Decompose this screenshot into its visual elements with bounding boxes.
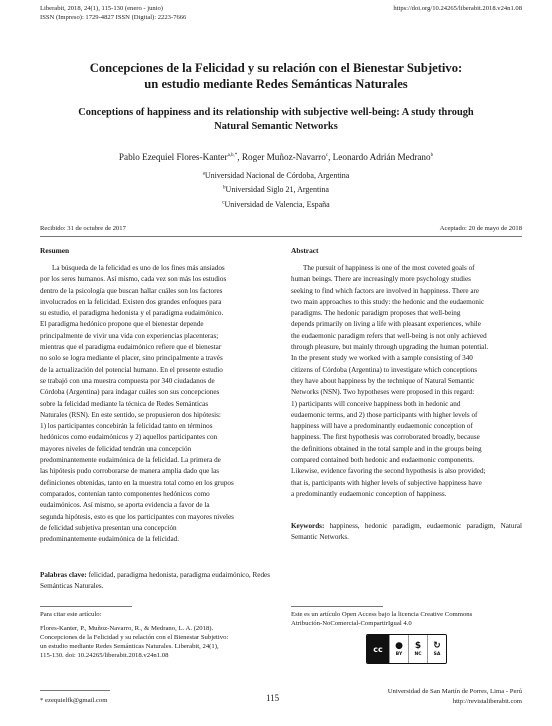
resumen-line: comparados, contenían tanto componentes hedónicos como <box>40 489 210 498</box>
resumen-line: se trabajó con una muestra compuesta por 340 ciudadanos de <box>40 376 215 385</box>
citation-line: Flores-Kanter, P., Muñoz-Navarro, R., & Medrano, L. A. (2018). <box>40 625 214 632</box>
resumen-line: su estudio, el paradigma hedonista y el paradigma eudaimónico. <box>40 309 224 318</box>
resumen-line: El paradigma hedónico propone que el bienestar depende <box>40 320 204 329</box>
citation-label: Para citar este artículo: <box>40 611 102 618</box>
abstract-line: paradigms. The hedonic paradigm proposes that well-being <box>291 309 461 318</box>
resumen-line: principalmente de vivir una vida con experiencias placenteras; <box>40 331 219 340</box>
abstract-line: The pursuit of happiness is one of the most coveted goals of <box>303 264 475 272</box>
attribution-icon: ● BY <box>389 635 408 663</box>
resumen-line: por los seres humanos. Así mismo, cada vez son más los estudios <box>40 275 227 284</box>
abstract-line: the definitions obtained in the total sample and in the groups being <box>291 444 482 453</box>
abstract-line: 1) participants will conceive happiness both in hedonic and <box>291 399 461 408</box>
resumen-line: definiciones obtenidas, tanto en la muestra total como en los grupos <box>40 478 234 487</box>
author-name: Pablo Ezequiel Flores-Kanter <box>118 152 228 162</box>
affiliation-marker: b <box>223 185 226 191</box>
abstract-keywords <box>291 521 522 543</box>
abstract-line: human beings. There are increasingly more psychology studies <box>291 275 471 284</box>
sa-label: SA <box>433 652 441 657</box>
by-label: BY <box>395 652 403 657</box>
title-english <box>30 106 522 133</box>
resumen-keywords <box>40 570 270 592</box>
citation-line: un estudio mediante Redes Semánticas Naturales. Liberabit, 24(1), <box>40 642 219 650</box>
sharealike-icon: ↻ SA <box>427 635 446 663</box>
keywords-text: happiness, hedonic paradigm, eudaemonic paradigm, Natural Semantic Networks. <box>291 522 522 541</box>
abstract-line: happiness will have a predominantly eudaemonic conception of <box>291 422 473 431</box>
publisher-line: Universidad de San Martín de Porres, Lima - Perú <box>387 688 522 695</box>
resumen-line: dentro de la psicología que buscan hallar cuáles son los factores <box>40 286 223 295</box>
title-english-line-1: Conceptions of happiness and its relationship with subjective well-being: A study through <box>78 107 474 118</box>
abstract-line: a predominantly eudaemonic conception of happiness. <box>291 489 447 498</box>
title-spanish-line-2: un estudio mediante Redes Semánticas Naturales <box>144 76 408 91</box>
abstract-line: the eudaemonic paradigm refers that well-being is not only achieved <box>291 331 487 340</box>
resumen-line: involucrados en la felicidad. Existen dos grandes enfoques para <box>40 297 222 306</box>
resumen-line: sobre la felicidad mediante la técnica de Redes Semánticas <box>40 399 209 408</box>
abstract-line: happiness. The first hypothesis was corroborated broadly, because <box>291 433 480 442</box>
creative-commons-badge[interactable] <box>366 634 447 664</box>
title-spanish-line-1: Concepciones de la Felicidad y su relación con el Bienestar Subjetivo: <box>89 61 463 75</box>
title-english-line-2: Natural Semantic Networks <box>214 120 338 132</box>
author-name: , Leonardo Adrián Medrano <box>328 152 431 162</box>
license-divider <box>291 606 383 607</box>
resumen-heading: Resumen <box>40 246 70 255</box>
resumen-line: predominantemente eudaimónica de la felicidad. <box>40 535 179 544</box>
abstract-line: they have about happiness by the technique of Natural Semantic <box>291 376 475 385</box>
resumen-line: las hipótesis pudo corroborarse de manera amplia dado que las <box>40 467 220 476</box>
page-number: 115 <box>266 693 280 703</box>
abstract-line: two main approaches to this study: the hedonic and the eudaemonic <box>291 297 485 306</box>
resumen-line: no solo se logra mediante el placer, sino principalmente a través <box>40 354 223 363</box>
resumen-body <box>40 263 270 545</box>
citation-text <box>40 625 270 661</box>
keywords-text: felicidad, paradigma hedonista, paradigma eudaimónico, Redes Semánticas Naturales. <box>40 571 270 590</box>
citation-divider <box>40 606 132 607</box>
abstract-line: seeking to find which factors are involved in happiness. There are <box>291 286 480 295</box>
license-text <box>291 611 472 629</box>
resumen-line: de felicidad subjetiva presentan una concepción <box>40 523 177 532</box>
nc-label: NC <box>414 652 422 657</box>
resumen-line: hedónicos como eudaimónicos y 2) aquellos participantes con <box>40 433 218 442</box>
title-spanish <box>30 61 522 92</box>
keywords-label: Palabras clave: <box>40 571 87 579</box>
resumen-lines <box>40 263 270 545</box>
abstract-lines <box>291 263 522 500</box>
affiliation <box>30 200 522 209</box>
keywords-label: Keywords: <box>291 522 325 530</box>
citation-line: 115-130. doi: 10.24265/liberabit.2018.v24n1.08 <box>40 651 169 659</box>
license-line: Atribución-NoComercial-CompartirIgual 4.0 <box>291 619 412 627</box>
affiliation-text: Universidad Siglo 21, Argentina <box>225 185 329 194</box>
abstract-line: citizens of Córdoba (Argentina) to investigate which conceptions <box>291 365 478 374</box>
cc-logo-icon <box>367 635 389 663</box>
abstract-line: In the present study we worked with a sample consisting of 340 <box>291 354 473 363</box>
resumen-line: de la actualización del potencial humano. En el presente estudio <box>40 365 223 374</box>
abstract-line: depends primarily on living a life with pleasant experiences, while <box>291 320 481 329</box>
accepted-date: Aceptado: 20 de mayo de 2018 <box>439 225 522 232</box>
resumen-line: segunda hipótesis, esto es que los participantes con mayores niveles <box>40 512 234 521</box>
license-line: Este es un artículo Open Access bajo la licencia Creative Commons <box>291 611 473 618</box>
cc-label: cc <box>373 644 383 654</box>
author-name: , Roger Muñoz-Navarro <box>237 152 326 162</box>
abstract-line: that is, participants with higher levels of subjective happiness have <box>291 478 482 487</box>
resumen-line: La búsqueda de la felicidad es uno de los fines más ansiados <box>52 264 225 272</box>
journal-url[interactable]: http://revistaliberabit.com <box>452 698 522 705</box>
resumen-line: 1) los participantes concebirán la felicidad tanto en términos <box>40 422 213 431</box>
author-list <box>30 152 522 162</box>
doi-link[interactable]: https://doi.org/10.24265/liberabit.2018.v24n1.08 <box>393 5 522 12</box>
abstract-line: through pleasure, but mainly through upgrading the human potential. <box>291 343 489 352</box>
resumen-line: eudaimónicos. Así mismo, se aporta evidencia a favor de la <box>40 501 210 510</box>
footer-divider <box>40 690 110 691</box>
abstract-line: compared contained both hedonic and eudaemonic components. <box>291 456 475 465</box>
resumen-line: mayores niveles de felicidad tendrán una concepción <box>40 444 192 453</box>
affiliation <box>30 171 522 180</box>
abstract-line: Networks (NSN). Two hypotheses were proposed in this regard: <box>291 388 475 397</box>
abstract-line: eudaemonic terms, and 2) those participants with higher levels of <box>291 410 478 419</box>
journal-line: Liberabit, 2018, 24(1), 115-130 (enero - junio) <box>40 5 163 12</box>
noncommercial-icon: $ NC <box>408 635 427 663</box>
abstract-line: Likewise, evidence favoring the second hypothesis is also provided; <box>291 467 486 476</box>
resumen-line: predominantemente eudaimónica de la felicidad. La primera de <box>40 456 221 465</box>
affiliation-text: Universidad de Valencia, España <box>224 200 330 209</box>
author-affiliation-marker: c <box>325 152 329 158</box>
issn-line: ISSN (Impreso): 1729-4827 ISSN (Digital): 2223-7666 <box>40 14 187 21</box>
affiliation-marker: a <box>202 171 205 177</box>
author-affiliation-marker: b <box>430 152 434 158</box>
resumen-line: Córdoba (Argentina) para indagar cuáles son sus concepciones <box>40 388 220 397</box>
header-divider <box>40 236 522 237</box>
affiliation <box>30 185 522 194</box>
citation-line: Concepciones de la Felicidad y su relación con el Bienestar Subjetivo: <box>40 633 229 641</box>
author-affiliation-marker: a,b,* <box>227 152 238 158</box>
abstract-body <box>291 263 522 500</box>
resumen-line: Naturales (RSN). En este sentido, se propusieron dos hipótesis: <box>40 410 221 419</box>
received-date: Recibido: 31 de octubre de 2017 <box>40 225 126 232</box>
affiliation-text: Universidad Nacional de Córdoba, Argentina <box>204 171 350 180</box>
abstract-heading: Abstract <box>291 246 319 255</box>
corresponding-email[interactable]: * ezequielfk@gmail.com <box>40 697 108 704</box>
resumen-line: mientras que el paradigma eudaimónico refiere que el bienestar <box>40 343 222 352</box>
affiliation-marker: c <box>222 200 225 206</box>
